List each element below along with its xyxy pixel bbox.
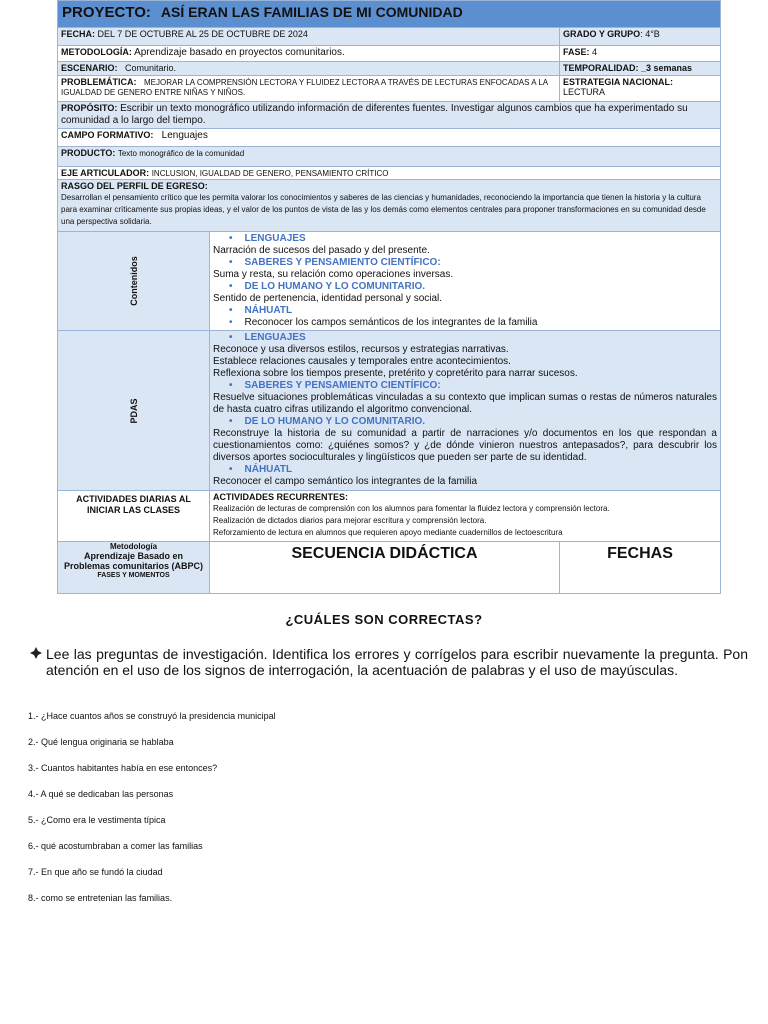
question-item: 8.- como se entretenian las familias.: [28, 893, 173, 903]
pdas-text: Reconocer el campo semántico los integrantes de la familia: [213, 476, 478, 488]
contenidos-label-cell: [58, 232, 210, 331]
actividades-cell: [210, 491, 721, 542]
fase-cell: FASE: 4: [560, 46, 721, 62]
pdas-heading: • SABERES Y PENSAMIENTO CIENTÍFICO:: [213, 380, 717, 392]
metodologia-abpc-label: Metodología: [109, 542, 158, 552]
project-title: ASÍ ERAN LAS FAMILIAS DE MI COMUNIDAD: [160, 4, 463, 20]
pdas-heading: • LENGUAJES: [213, 332, 717, 344]
pdas-label-cell: [58, 331, 210, 491]
pdas-text: Reconoce y usa diversos estilos, recursos y estrategias narrativas. Establece relaciones causales y temporales entre acontecimientos. Reflexiona sobre los tiempos presente, pretérito y copretérito para narrar sucesos.: [213, 344, 578, 380]
contenidos-heading: • DE LO HUMANO Y LO COMUNITARIO.: [213, 281, 717, 293]
estrategia-cell: ESTRATEGIA NACIONAL: LECTURA: [560, 76, 721, 102]
pdas-heading: • NÁHUATL: [213, 464, 717, 476]
project-header: [58, 1, 721, 28]
producto-cell: PRODUCTO: Texto monográfico de la comunidad: [58, 147, 721, 167]
contenidos-label: Contenidos: [128, 256, 139, 307]
pdas-text: Reconstruye la historia de su comunidad a partir de narraciones y/o documentos en los que respondan a cuestionamientos como: ¿quiénes somos? y ¿de dónde vinieron nuestros antepasados?, para descubrir los diversos aportes socioculturales y lingüísticos que pueden ser parte de su identidad.: [213, 428, 717, 464]
campo-cell: CAMPO FORMATIVO: Lenguajes: [58, 129, 721, 147]
question-item: 3.- Cuantos habitantes había en ese entonces?: [28, 763, 218, 773]
metodologia-abpc-cell: [58, 542, 210, 594]
actividad-line: Realización de dictados diarios para mejorar escritura y comprensión lectora.: [213, 515, 487, 525]
instruction-text: Lee las preguntas de investigación. Identifica los errores y corrígelos para escribir nuevamente la pregunta. Pon atención en el uso de los signos de interrogación, la acentuación de palabras y el uso de mayúsculas.: [46, 646, 748, 679]
fecha-cell: FECHA: DEL 7 DE OCTUBRE AL 25 DE OCTUBRE DE 2024: [58, 28, 560, 46]
pdas-cell: [210, 331, 721, 491]
metodologia-abpc-name: Aprendizaje Basado en Problemas comunitarios (ABPC): [63, 551, 204, 572]
diamond-bullet-icon: [30, 646, 46, 678]
escenario-cell: ESCENARIO: Comunitario.: [58, 62, 560, 76]
secuencia-title: SECUENCIA DIDÁCTICA: [210, 542, 560, 594]
planning-table: [57, 0, 721, 594]
question-item: 6.- qué acostumbraban a comer las familias: [28, 841, 203, 851]
actividad-line: Realización de lecturas de comprensión con los alumnos para fomentar la fluidez lectora y comprensión lectora.: [213, 503, 610, 513]
contenidos-heading: • NÁHUATL: [213, 305, 717, 317]
pdas-text: Resuelve situaciones problemáticas vinculadas a su contexto que implican sumas o restas de números naturales de hasta cuatro cifras utilizando el algoritmo convencional.: [213, 392, 717, 416]
exercise-title: ¿CUÁLES SON CORRECTAS?: [285, 612, 483, 627]
eje-cell: EJE ARTICULADOR: INCLUSION, IGUALDAD DE GENERO, PENSAMIENTO CRÍTICO: [58, 167, 721, 180]
question-item: 7.- En que año se fundó la ciudad: [28, 867, 163, 877]
question-item: 1.- ¿Hace cuantos años se construyó la presidencia municipal: [28, 711, 276, 721]
contenidos-heading: • LENGUAJES: [213, 233, 717, 245]
actividades-title: ACTIVIDADES RECURRENTES:: [213, 492, 349, 503]
proposito-cell: PROPÓSITO: Escribir un texto monográfico utilizando información de diferentes fuentes. Investigar algunos cambios que ha experimentado su comunidad a lo largo del tiempo.: [58, 102, 721, 129]
problematica-cell: PROBLEMÁTICA: MEJORAR LA COMPRENSIÓN LECTORA Y FLUIDEZ LECTORA A TRAVÉS DE LECTURAS ENFOCADAS A LA IGUALDAD DE GENERO ENTRE NIÑAS Y NIÑOS.: [58, 76, 560, 102]
pdas-heading: • DE LO HUMANO Y LO COMUNITARIO.: [213, 416, 717, 428]
project-label: PROYECTO:: [62, 4, 151, 21]
grado-cell: GRADO Y GRUPO: 4°B: [560, 28, 721, 46]
question-item: 4.- A qué se dedicaban las personas: [28, 789, 174, 799]
temporalidad-cell: TEMPORALIDAD: _3 semanas: [560, 62, 721, 76]
contenidos-cell: [210, 232, 721, 331]
actividad-line: Reforzamiento de lectura en alumnos que requieren apoyo mediante cuadernillos de lectoescritura: [213, 527, 563, 537]
question-item: 2.- Qué lengua originaria se hablaba: [28, 737, 174, 747]
actividades-label: ACTIVIDADES DIARIAS AL INICIAR LAS CLASES: [58, 491, 210, 542]
contenidos-text: Suma y resta, su relación como operaciones inversas.: [213, 269, 454, 281]
contenidos-text: • Reconocer los campos semánticos de los integrantes de la familia: [213, 317, 717, 329]
contenidos-heading: • SABERES Y PENSAMIENTO CIENTÍFICO:: [213, 257, 717, 269]
fases-momentos: FASES Y MOMENTOS: [97, 571, 170, 579]
metodologia-cell: METODOLOGÍA: Aprendizaje basado en proyectos comunitarios.: [58, 46, 560, 62]
rasgo-cell: RASGO DEL PERFIL DE EGRESO: Desarrollan el pensamiento crítico que les permita valorar los conocimientos y saberes de las ciencias y humanidades, reconociendo la importancia que tienen la historia y la cultura para examinar críticamente sus propias ideas, y el valor de los puntos de vista de las y los demás como elementos centrales para proponer transformaciones en su comunidad desde una perspectiva solidaria.: [58, 180, 721, 232]
exercise-instruction: [30, 646, 748, 678]
contenidos-text: Sentido de pertenencia, identidad personal y social.: [213, 293, 443, 305]
fechas-title: FECHAS: [560, 542, 721, 594]
question-item: 5.- ¿Como era le vestimenta típica: [28, 815, 166, 825]
pdas-label: PDAS: [128, 398, 139, 424]
contenidos-text: Narración de sucesos del pasado y del presente.: [213, 245, 430, 257]
